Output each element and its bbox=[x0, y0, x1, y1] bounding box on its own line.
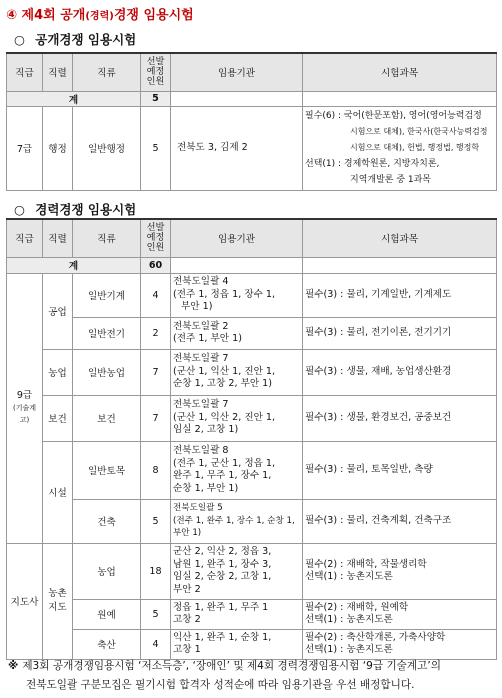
table-row bbox=[7, 273, 497, 317]
agency-line: 정읍 1, 완주 1, 무주 1 bbox=[173, 601, 269, 613]
header-agency: 임용기관 bbox=[171, 53, 303, 91]
cell-agency bbox=[171, 499, 303, 543]
agency-line: 익산 1, 완주 1, 순창 1, bbox=[173, 631, 272, 643]
cell-subjects: 필수(3) : 물리, 토목일반, 측량 bbox=[303, 441, 497, 499]
agency-line: 남원 1, 완주 1, 장수 3, bbox=[173, 558, 272, 570]
cell-count: 5 bbox=[141, 499, 171, 543]
title-text-main2: 경쟁 임용시험 bbox=[113, 8, 194, 23]
section1-heading bbox=[14, 30, 136, 48]
header-agency: 임용기관 bbox=[171, 219, 303, 257]
header-class: 직류 bbox=[73, 53, 141, 91]
subject-line: 필수(2) : 재배학, 작물생리학 bbox=[305, 558, 427, 570]
agency-line: 전북도일괄 8 bbox=[173, 445, 229, 456]
cell-class: 일반전기 bbox=[73, 317, 141, 349]
open-exam-table bbox=[6, 52, 497, 191]
agency-line: (군산 1, 익산 2, 진안 1, bbox=[173, 411, 276, 423]
cell-agency bbox=[171, 441, 303, 499]
cell-agency bbox=[171, 395, 303, 441]
table-row bbox=[7, 499, 497, 543]
cell-agency: 전북도 3, 김제 2 bbox=[171, 106, 303, 190]
agency-line: 부안 2 bbox=[173, 583, 201, 595]
subject-line: 필수(2) : 재배학, 원예학 bbox=[305, 601, 409, 613]
subject-line: 선택(1) : 경제학원론, 지방자치론, bbox=[305, 159, 440, 169]
cell-agency bbox=[171, 543, 303, 599]
agency-line: 군산 2, 익산 2, 정읍 3, bbox=[173, 546, 272, 557]
header-count: 선발 예정 인원 bbox=[141, 53, 171, 91]
agency-line: 순창 1, 고창 2, 부안 1) bbox=[173, 378, 273, 390]
footnote-line-1 bbox=[8, 657, 498, 676]
grade9-sub: (기술계고) bbox=[12, 404, 37, 424]
cell-agency bbox=[171, 629, 303, 659]
cell-subjects: 필수(3) : 생물, 환경보건, 공중보건 bbox=[303, 395, 497, 441]
agency-line: 임실 2, 고창 1) bbox=[173, 424, 239, 436]
cell-agency bbox=[171, 599, 303, 629]
cell-class: 축산 bbox=[73, 629, 141, 659]
cell-count: 4 bbox=[141, 273, 171, 317]
header-subjects: 시험과목 bbox=[303, 53, 497, 91]
section2-bullet: ○ bbox=[14, 202, 25, 217]
cell-count: 8 bbox=[141, 441, 171, 499]
footnote-text-2: 전북도일괄 구분모집은 필기시험 합격자 성적순에 따라 임용기관을 우선 배정합니다. bbox=[26, 679, 415, 691]
table-row bbox=[7, 395, 497, 441]
cell-count: 5 bbox=[141, 599, 171, 629]
agency-line: 완주 1, 무주 1, 장수 1, bbox=[173, 470, 272, 481]
cell-agency bbox=[171, 349, 303, 395]
subject-line: 시험으로 대체), 한국사(한국사능력검정 bbox=[350, 127, 488, 136]
table-row bbox=[7, 106, 497, 190]
cell-subjects: 필수(3) : 물리, 전기이론, 전기기기 bbox=[303, 317, 497, 349]
cell-class: 일반행정 bbox=[73, 106, 141, 190]
total-count: 5 bbox=[141, 91, 171, 106]
agency-line: 부안 1) bbox=[173, 528, 202, 539]
header-grade: 직급 bbox=[7, 219, 43, 257]
agency-line: 전북도일괄 7 bbox=[173, 399, 229, 411]
cell-count: 4 bbox=[141, 629, 171, 659]
agency-line: 전북도일괄 5 bbox=[173, 503, 223, 514]
cell-series-siseol: 시설 bbox=[43, 441, 73, 543]
grade9-label: 9급 bbox=[16, 390, 33, 401]
cell-count: 2 bbox=[141, 317, 171, 349]
cell-class: 일반토목 bbox=[73, 441, 141, 499]
table-row bbox=[7, 629, 497, 659]
cell-count: 5 bbox=[141, 106, 171, 190]
header-series: 직렬 bbox=[43, 53, 73, 91]
agency-line: 고창 2 bbox=[173, 614, 201, 625]
agency-line: (전주 1, 군산 1, 정읍 1, bbox=[173, 457, 276, 469]
cell-class: 원예 bbox=[73, 599, 141, 629]
table-row bbox=[7, 543, 497, 599]
cell-subjects bbox=[303, 599, 497, 629]
header-class: 직류 bbox=[73, 219, 141, 257]
cell-class: 일반기계 bbox=[73, 273, 141, 317]
cell-agency bbox=[171, 317, 303, 349]
subject-line: 선택(1) : 농촌지도론 bbox=[305, 614, 393, 625]
cell-count: 7 bbox=[141, 349, 171, 395]
cell-class: 일반농업 bbox=[73, 349, 141, 395]
page-title bbox=[6, 4, 194, 23]
agency-line: 전북도일괄 7 bbox=[173, 353, 229, 365]
table-row bbox=[7, 441, 497, 499]
cell-subjects bbox=[303, 629, 497, 659]
total-count: 60 bbox=[141, 257, 171, 273]
agency-line: (전주 1, 정읍 1, 장수 1, bbox=[173, 288, 276, 300]
table-row bbox=[7, 349, 497, 395]
cell-series-gongeop: 공업 bbox=[43, 273, 73, 349]
cell-subjects: 필수(3) : 물리, 건축계획, 건축구조 bbox=[303, 499, 497, 543]
cell-class: 건축 bbox=[73, 499, 141, 543]
cell-count: 18 bbox=[141, 543, 171, 599]
cell-agency bbox=[171, 273, 303, 317]
subject-line: 지역개발론 중 1과목 bbox=[350, 175, 432, 185]
agency-line: 고창 1 bbox=[173, 644, 201, 655]
header-series: 직렬 bbox=[43, 219, 73, 257]
header-count: 선발 예정 인원 bbox=[141, 219, 171, 257]
footnote-mark: ※ bbox=[8, 660, 19, 672]
cell-class: 농업 bbox=[73, 543, 141, 599]
agency-line: (전주 1, 완주 1, 장수 1, 순창 1, bbox=[173, 515, 295, 526]
agency-line: (군산 1, 익산 1, 진안 1, bbox=[173, 365, 276, 377]
section2-title: 경력경쟁 임용시험 bbox=[35, 202, 137, 217]
cell-subjects: 필수(3) : 물리, 기계일반, 기계제도 bbox=[303, 273, 497, 317]
agency-line: 임실 2, 순창 2, 고창 1, bbox=[173, 571, 272, 582]
table-row bbox=[7, 599, 497, 629]
agency-line: 전북도일괄 4 bbox=[173, 276, 229, 288]
title-text-sub: (경력) bbox=[85, 11, 114, 22]
title-text-main1: 제4회 공개 bbox=[21, 8, 86, 23]
cell-series: 행정 bbox=[43, 106, 73, 190]
cell-grade: 7급 bbox=[7, 106, 43, 190]
cell-count: 7 bbox=[141, 395, 171, 441]
career-exam-table bbox=[6, 218, 497, 660]
subject-line: 필수(2) : 축산학개론, 가축사양학 bbox=[305, 631, 446, 643]
cell-subjects bbox=[303, 106, 497, 190]
subject-line: 시험으로 대체), 헌법, 행정법, 행정학 bbox=[350, 143, 480, 152]
cell-grade9 bbox=[7, 273, 43, 543]
agency-line: 부안 1) bbox=[181, 301, 213, 313]
header-grade: 직급 bbox=[7, 53, 43, 91]
cell-series-nongchon: 농촌 지도 bbox=[43, 543, 73, 659]
subject-line: 선택(1) : 농촌지도론 bbox=[305, 644, 393, 655]
cell-subjects bbox=[303, 543, 497, 599]
table-row bbox=[7, 317, 497, 349]
footnote bbox=[8, 657, 498, 695]
total-label: 계 bbox=[7, 257, 141, 273]
cell-series-bogeon: 보건 bbox=[43, 395, 73, 441]
agency-line: 순창 1, 부안 1) bbox=[173, 482, 239, 494]
section1-title: 공개경쟁 임용시험 bbox=[35, 32, 137, 47]
footnote-text-1: 제3회 공개경쟁임용시험 ‘저소득층’, ‘장애인’ 및 제4회 경력경쟁임용시험 ‘9급 기술계고’의 bbox=[22, 660, 441, 672]
agency-line: 전북도일괄 2 bbox=[173, 320, 229, 332]
cell-series-nongeop: 농업 bbox=[43, 349, 73, 395]
subject-line: 필수(6) : 국어(한문포함), 영어(영어능력검정 bbox=[305, 111, 482, 121]
section1-bullet: ○ bbox=[14, 32, 25, 47]
title-number: ④ bbox=[6, 8, 18, 23]
total-label: 계 bbox=[7, 91, 141, 106]
section2-heading bbox=[14, 200, 136, 218]
cell-class: 보건 bbox=[73, 395, 141, 441]
agency-line: (전주 1, 부안 1) bbox=[173, 333, 242, 344]
cell-grade-jidosa: 지도사 bbox=[7, 543, 43, 659]
header-subjects: 시험과목 bbox=[303, 219, 497, 257]
cell-subjects: 필수(3) : 생물, 재배, 농업생산환경 bbox=[303, 349, 497, 395]
subject-line: 선택(1) : 농촌지도론 bbox=[305, 571, 393, 582]
